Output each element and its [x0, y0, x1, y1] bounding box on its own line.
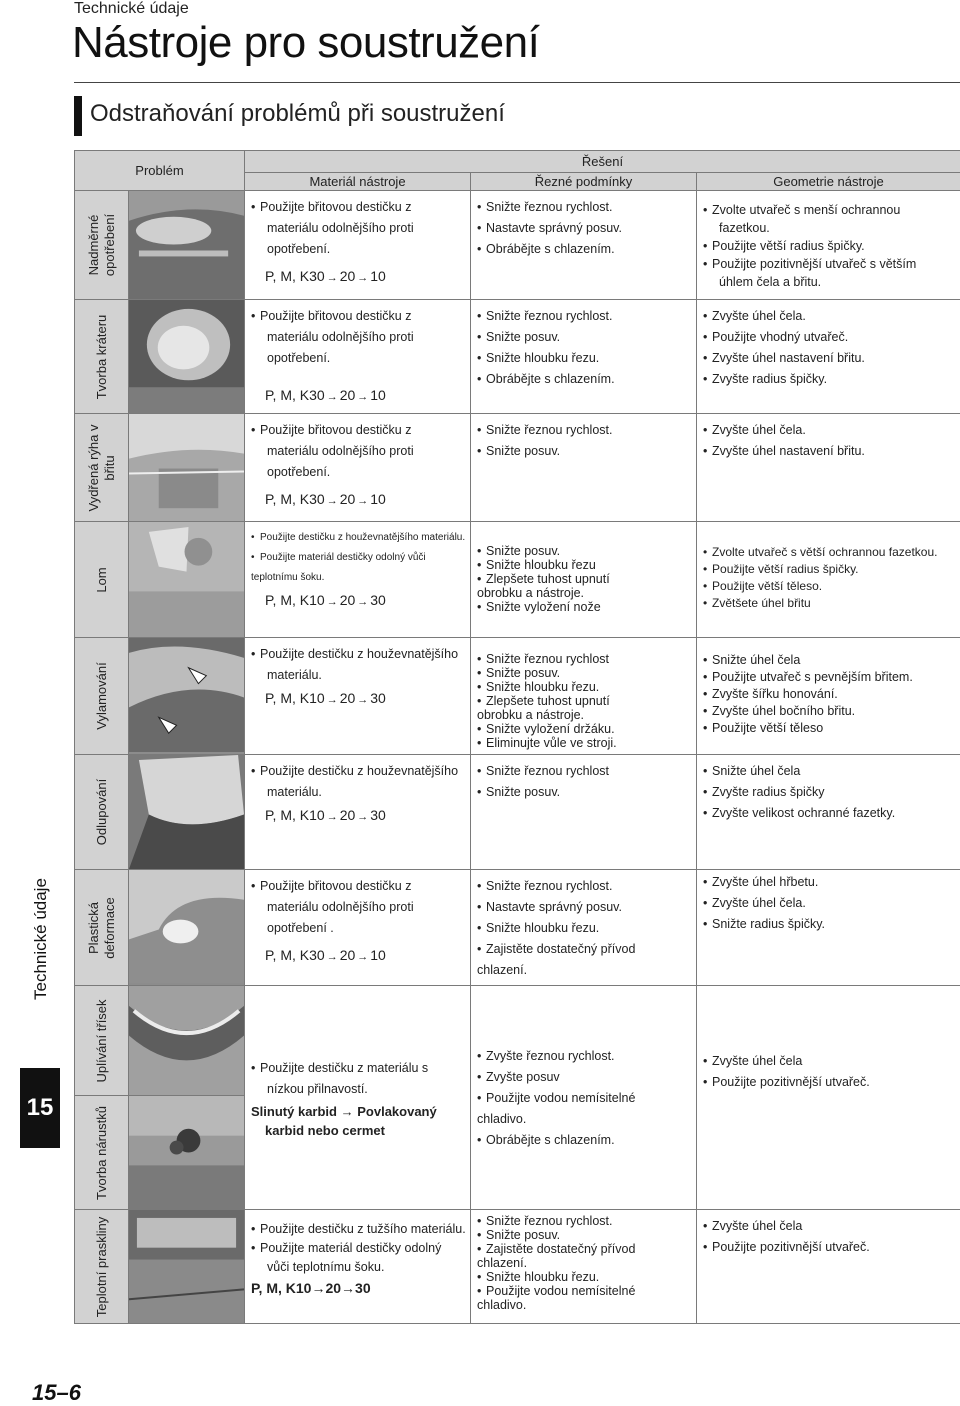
- troubleshooting-table: [74, 150, 960, 1324]
- section-marker: [74, 96, 82, 136]
- row-label: Odlupování: [75, 755, 129, 870]
- table-row: Teplotní praskliny • Použijte destičku z tužšího materiálu. • Použijte materiál destičky odolný vůči teplotnímu šoku. P, M, K10→20→30 • Snižte řeznou rychlost. • Snižte posuv. • Zajistěte dostatečný přívod chlazení. • Snižte hloubku řezu. • Použijte vodou nemísitelné chladivo. • Zvyšte úhel čela • Použijte pozitivnější utvařeč.: [75, 1210, 960, 1324]
- header-solution: Řešení: [245, 151, 960, 173]
- crater-photo: [129, 300, 245, 414]
- table-row: Plastická deformace • Použijte břitovou destičku z materiálu odolnějšího proti opotřebení . P, M, K30 → 20 → 10 • Snižte řeznou rychlost. • Nastavte správný posuv. • Snižte hloubku řezu. • Zajistěte dostatečný přívod chlazení. • Zvyšte úhel hřbetu. • Zvyšte úhel čela. • Snižte radius špičky.: [75, 870, 960, 986]
- row-label-adhesion: Uplívání třísek: [75, 986, 129, 1096]
- section-title: Odstraňování problémů při soustružení: [90, 100, 505, 127]
- table-row: Tvorba kráteru • Použijte břitovou destičku z materiálu odolnějšího proti opotřebení. P, M, K30 → 20 → 10 • Snižte řeznou rychlost. • Snižte posuv. • Snižte hloubku řezu. • Obrábějte s chlazením. • Zvyšte úhel čela. • Použijte vhodný utvařeč. • Zvyšte úhel nastavení břitu. • Zvyšte radius špičky.: [75, 300, 960, 414]
- row-label: Plastická deformace: [75, 870, 129, 986]
- row-label: Lom: [75, 522, 129, 638]
- row-label-built-up-edge: Tvorba nárustků: [75, 1096, 129, 1210]
- table-row: Nadměrné opotřebení • Použijte břitovou destičku z materiálu odolnějšího proti opotřebení. P, M, K30 → 20 → 10 • Snižte řeznou rychlost. • Nastavte správný posuv. • Obrábějte s chlazením. • Zvolte utvařeč s menší ochrannou fazetkou. • Použijte větší radius špičky. • Použijte pozitivnější utvařeč s větším úhlem čela a břitu.: [75, 191, 960, 300]
- table-row: Vydřená rýha v břitu • Použijte břitovou destičku z materiálu odolnějšího proti opotřebení. P, M, K30 → 20 → 10 • Snižte řeznou rychlost. • Snižte posuv. • Zvyšte úhel čela. • Zvyšte úhel nastavení břitu.: [75, 414, 960, 522]
- header-divider: [74, 82, 960, 83]
- row-label: Nadměrné opotřebení: [75, 191, 129, 300]
- page-category: Technické údaje: [74, 0, 189, 17]
- header-problem: Problém: [75, 151, 245, 191]
- fracture-photo: [129, 522, 245, 638]
- header-cutting: Řezné podmínky: [471, 173, 697, 191]
- row-label: Vydřená rýha v břitu: [75, 414, 129, 522]
- flaking-photo: [129, 755, 245, 870]
- table-row: Lom • Použijte destičku z houževnatějšího materiálu. • Použijte materiál destičky odolný vůči teplotnímu šoku. P, M, K10 → 20 → 30 • Snižte posuv. • Snižte hloubku řezu • Zlepšete tuhost upnutí obrobku a nástroje. • Snižte vyložení nože • Zvolte utvařeč s větší ochrannou fazetkou. • Použijte větší radius špičky. • Použijte větší těleso. • Zvětšete úhel břitu: [75, 522, 960, 638]
- page-title: Nástroje pro soustružení: [72, 18, 540, 67]
- row-label: Teplotní praskliny: [75, 1210, 129, 1324]
- deformation-photo: [129, 870, 245, 986]
- notch-photo: [129, 414, 245, 522]
- header-geometry: Geometrie nástroje: [697, 173, 960, 191]
- header-material: Materiál nástroje: [245, 173, 471, 191]
- table-row: Uplívání třísek • Použijte destičku z materiálu s nízkou přilnavostí. Slinutý karbid → Povlakovaný karbid nebo cermet • Zvyšte řeznou rychlost. • Zvyšte posuv • Použijte vodou nemísitelné chladivo. • Obrábějte s chlazením. • Zvyšte úhel čela • Použijte pozitivnější utvařeč.: [75, 986, 960, 1096]
- adhesion-photo: [129, 986, 245, 1096]
- side-label-text: Technické údaje: [31, 878, 50, 1000]
- chapter-badge: 15: [20, 1068, 60, 1148]
- chipping-photo: [129, 638, 245, 755]
- row-label: Tvorba kráteru: [75, 300, 129, 414]
- table-row: Vylamování • Použijte destičku z houževnatějšího materiálu. P, M, K10 → 20 → 30 • Snižte řeznou rychlost • Snižte posuv. • Snižte hloubku řezu. • Zlepšete tuhost upnutí obrobku a nástroje. • Snižte vyložení držáku. • Eliminujte vůle ve stroji. • Snižte úhel čela • Použijte utvařeč s pevnějším břitem. • Zvyšte šířku honování. • Zvyšte úhel bočního břitu. • Použijte větší těleso: [75, 638, 960, 755]
- page-number: 15–6: [32, 1380, 81, 1405]
- built-up-edge-photo: [129, 1096, 245, 1210]
- wear-photo: [129, 191, 245, 300]
- thermal-crack-photo: [129, 1210, 245, 1324]
- table-row: Odlupování • Použijte destičku z houževnatějšího materiálu. P, M, K10 → 20 → 30 • Snižte řeznou rychlost • Snižte posuv. • Snižte úhel čela • Zvyšte radius špičky • Zvyšte velikost ochranné fazetky.: [75, 755, 960, 870]
- row-label: Vylamování: [75, 638, 129, 755]
